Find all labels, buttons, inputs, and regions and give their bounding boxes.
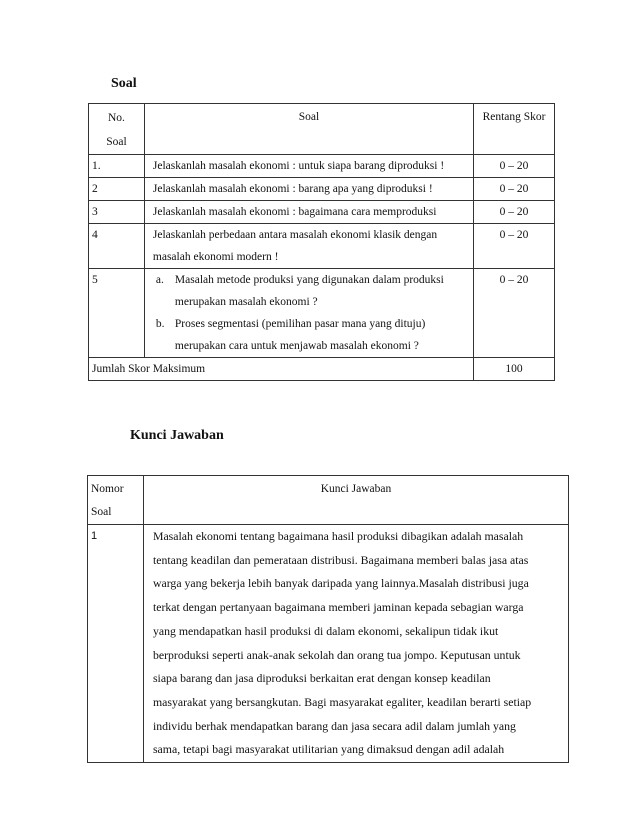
header-no-line2: Soal (106, 136, 127, 148)
row-score: 0 – 20 (474, 201, 555, 224)
table-row (89, 269, 555, 358)
row-question: Jelaskanlah masalah ekonomi : untuk siapa barang diproduksi ! (144, 155, 473, 178)
soal-table (88, 103, 555, 381)
header-no-soal (89, 104, 145, 155)
answer-line: yang mendapatkan hasil produksi di dalam ekonomi, sekalipun tidak ikut (152, 623, 499, 638)
list-item-line: Proses segmentasi (pemilihan pasar mana yang dituju) (174, 318, 426, 330)
list-item (153, 269, 470, 313)
list-marker: b. (155, 318, 165, 330)
row-question: Jelaskanlah masalah ekonomi : bagaimana cara memproduksi (144, 201, 473, 224)
row-number: 4 (89, 224, 145, 269)
answer-line: tentang keadilan dan pemerataan distribusi. Bagaimana memberi balas jasa atas (152, 552, 529, 567)
list-item-line: merupakan cara untuk menjawab masalah ekonomi ? (174, 340, 419, 352)
table-row (89, 178, 555, 201)
kunci-table (87, 475, 569, 763)
row-number: 2 (89, 178, 145, 201)
table-row (88, 525, 569, 763)
total-row (89, 358, 555, 381)
table-row (89, 224, 555, 269)
header-no-line1: No. (107, 112, 125, 124)
header-soal: Soal (144, 104, 473, 155)
row-question (144, 269, 473, 358)
row-score: 0 – 20 (474, 269, 555, 358)
kunci-heading: Kunci Jawaban (130, 428, 224, 443)
soal-table-header (89, 104, 555, 155)
row-question: Jelaskanlah masalah ekonomi : barang apa yang diproduksi ! (144, 178, 473, 201)
row-number: 5 (89, 269, 145, 358)
answer-line: individu berhak mendapatkan barang dan jasa secara adil dalam jumlah yang (152, 718, 516, 733)
header-nomor-soal (88, 476, 144, 525)
header-no-line2: Soal (91, 506, 112, 518)
list-marker: a. (155, 274, 164, 286)
row-question (144, 224, 473, 269)
header-kunci-jawaban: Kunci Jawaban (143, 476, 568, 525)
total-label: Jumlah Skor Maksimum (89, 358, 474, 381)
answer-line: masyarakat yang bersangkutan. Bagi masyarakat egaliter, keadilan berarti setiap (152, 694, 532, 709)
answer-line: berproduksi seperti anak-anak sekolah dan orang tua jompo. Keputusan untuk (152, 647, 521, 662)
row-answer (143, 525, 568, 763)
answer-line: siapa barang dan jasa diproduksi berkaitan erat dengan konsep keadilan (152, 671, 491, 686)
header-rentang-skor: Rentang Skor (474, 104, 555, 155)
row-number: 1 (88, 525, 144, 763)
question-line: Jelaskanlah perbedaan antara masalah ekonomi klasik dengan (152, 229, 438, 241)
answer-line: warga yang bekerja lebih banyak daripada yang lainnya.Masalah distribusi juga (152, 576, 529, 591)
question-line: masalah ekonomi modern ! (152, 251, 279, 263)
kunci-table-header (88, 476, 569, 525)
answer-line: terkat dengan pertanyaan bagaimana memberi jaminan kepada sebagian warga (152, 600, 524, 615)
soal-heading: Soal (111, 76, 137, 91)
table-row (89, 155, 555, 178)
row-number: 1. (89, 155, 145, 178)
answer-line: sama, tetapi bagi masyarakat utilitarian yang dimaksud dengan adil adalah (152, 742, 505, 757)
header-no-line1: Nomor (91, 483, 124, 495)
list-item-line: merupakan masalah ekonomi ? (174, 296, 318, 308)
question-sublist (153, 269, 470, 357)
answer-line: Masalah ekonomi tentang bagaimana hasil produksi dibagikan adalah masalah (152, 529, 524, 543)
total-value: 100 (474, 358, 555, 381)
row-number: 3 (89, 201, 145, 224)
row-score: 0 – 20 (474, 155, 555, 178)
table-row (89, 201, 555, 224)
row-score: 0 – 20 (474, 178, 555, 201)
list-item-line: Masalah metode produksi yang digunakan dalam produksi (174, 274, 444, 286)
list-item (153, 313, 470, 357)
row-score: 0 – 20 (474, 224, 555, 269)
